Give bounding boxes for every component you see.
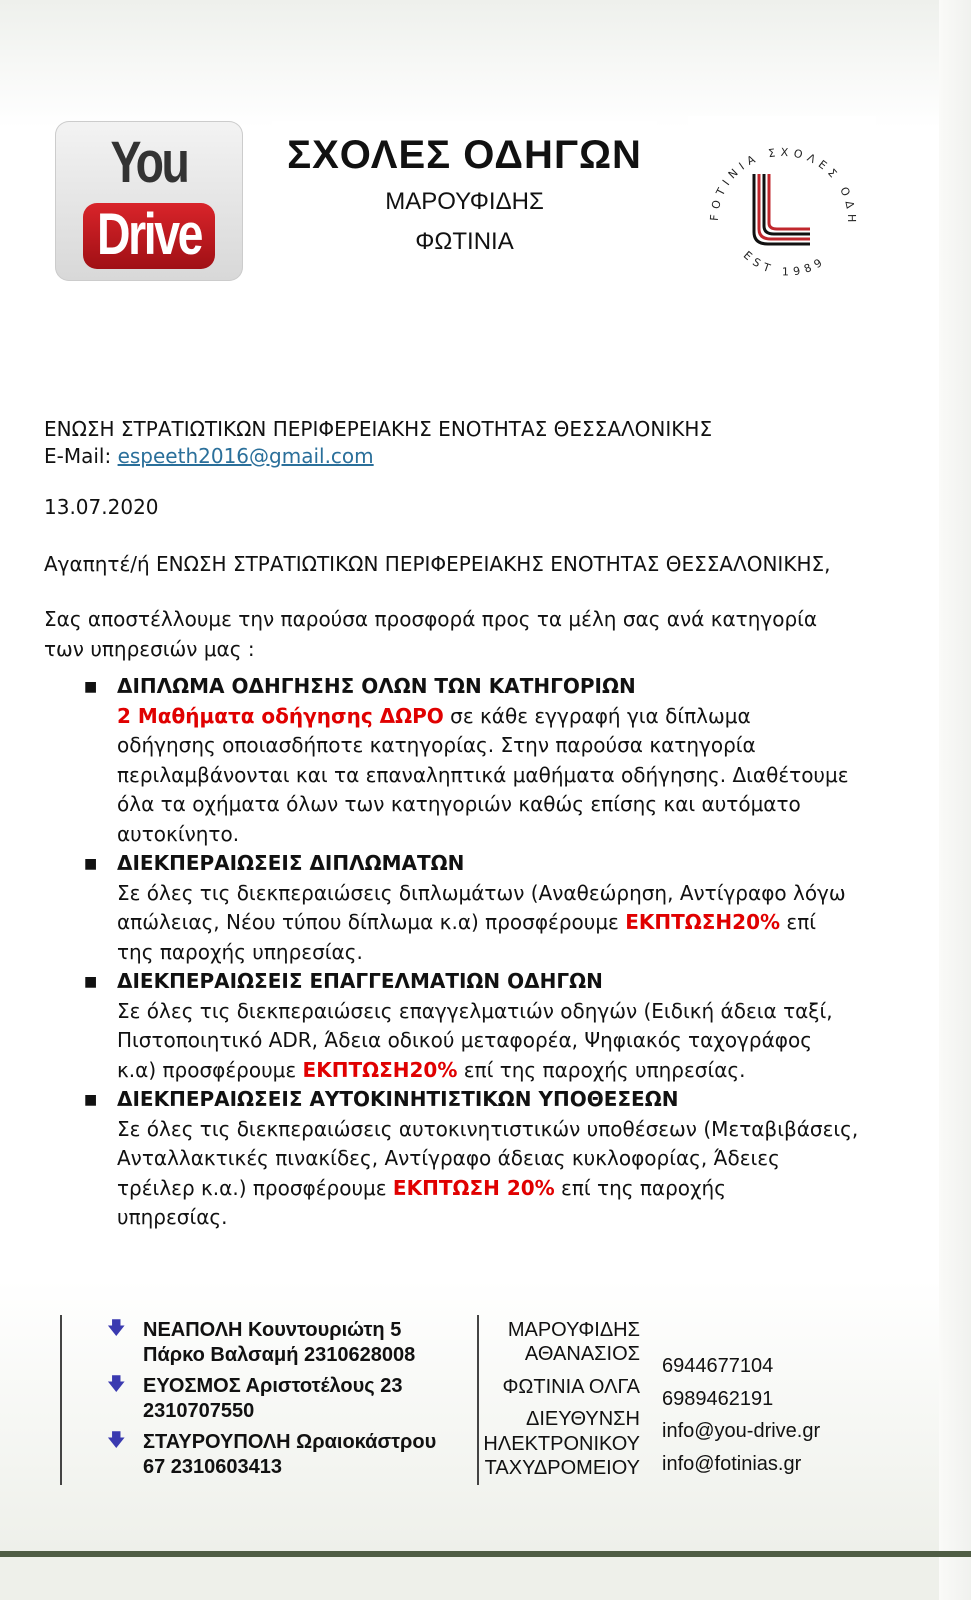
page-edge (939, 0, 971, 1600)
address-line: 2310707550 (143, 1400, 255, 1422)
service-text-line (117, 820, 239, 850)
footer-label: ΤΑΧΥΔΡΟΜΕΙΟΥ (484, 1457, 640, 1479)
service-heading: ΔΙΠΛΩΜΑ ΟΔΗΓΗΣΗΣ ΟΛΩΝ ΤΩΝ ΚΑΤΗΓΟΡΙΩΝ (117, 674, 636, 698)
offer-highlight: ΕΚΠΤΩΣΗ20% (302, 1057, 458, 1082)
text-segment: αυτοκίνητο. (117, 821, 240, 846)
address-line: Πάρκο Βαλσαμή 2310628008 (143, 1344, 416, 1366)
text-segment: επί της παροχής (554, 1175, 726, 1200)
contact-email[interactable]: info@you-drive.gr (662, 1420, 821, 1442)
text-segment: Σε όλες τις διεκπεραιώσεις διπλωμάτων (Αναθεώρηση, Αντίγραφο λόγω (117, 880, 846, 905)
footer-label: ΜΑΡΟΥΦΙΔΗΣ (507, 1319, 640, 1341)
text-segment: Σε όλες τις διεκπεραιώσεις επαγγελματιών οδηγών (Ειδική άδεια ταξί, (117, 998, 833, 1023)
footer-divider-middle (477, 1315, 479, 1485)
subtitle-fotinia: ΦΩΤΙΝΙΑ (415, 228, 514, 255)
arrow-down-icon: 🡇 (107, 1374, 126, 1395)
address-line: ΝΕΑΠΟΛΗ Κουντουριώτη 5 (143, 1319, 402, 1341)
service-text-line (117, 879, 846, 909)
bullet-icon: ■ (84, 856, 98, 872)
svg-text:FOTINIA ΣΧΟΛΕΣ ΟΔΗΓΩΝ: FOTINIA ΣΧΟΛΕΣ ΟΔΗ (707, 145, 859, 228)
arrow-down-icon: 🡇 (107, 1430, 126, 1451)
service-text-line (117, 702, 751, 732)
text-segment: Ανταλλακτικές πινακίδες, Αντίγραφο άδειας κυκλοφορίας, Άδειες (117, 1146, 780, 1170)
logo-drive-badge: Drive (83, 203, 215, 269)
you-drive-logo (55, 121, 243, 281)
offer-highlight: ΕΚΠΤΩΣΗ20% (625, 910, 781, 934)
text-segment: όλα τα οχήματα όλων των κατηγοριών καθώς επίσης και αυτόματο (117, 792, 801, 816)
fotinia-logo (688, 116, 876, 286)
service-heading: ΔΙΕΚΠΕΡΑΙΩΣΕΙΣ ΔΙΠΛΩΜΑΤΩΝ (117, 851, 465, 875)
offer-highlight: 2 Μαθήματα οδήγησης ΔΩΡΟ (117, 703, 444, 728)
text-segment: απώλειας, Νέου τύπου δίπλωμα κ.α) προσφέρουμε (117, 910, 626, 934)
service-text-line (117, 908, 816, 938)
service-text-line (117, 761, 849, 791)
service-text-line (117, 790, 801, 820)
svg-text:EST 1989: EST 1989 (740, 248, 829, 279)
address-line: ΕΥΟΣΜΟΣ Αριστοτέλους 23 (143, 1375, 403, 1397)
bullet-icon: ■ (84, 679, 98, 695)
footer-divider-left (60, 1315, 62, 1485)
footer-label: ΗΛΕΚΤΡΟΝΙΚΟΥ (483, 1433, 640, 1455)
page-title: ΣΧΟΛΕΣ ΟΔΗΓΩΝ (287, 133, 642, 177)
recipient-email-row: E-Mail: espeeth2016@gmail.com (44, 444, 374, 468)
text-segment: υπηρεσίας. (117, 1205, 228, 1229)
phone-number: 6944677104 (662, 1355, 774, 1377)
text-segment: Σε όλες τις διεκπεραιώσεις αυτοκινητιστικών υποθέσεων (Μεταβιβάσεις, (117, 1116, 859, 1141)
text-segment: οδήγησης οποιασδήποτε κατηγορίας. Στην παρούσα κατηγορία (117, 733, 756, 757)
subtitle-marouf: ΜΑΡΟΥΦΙΔΗΣ (385, 188, 544, 215)
service-text-line (117, 1115, 858, 1145)
text-segment: επί της παροχής υπηρεσίας. (457, 1057, 746, 1082)
text-segment: της παροχής υπηρεσίας. (117, 939, 363, 964)
bullet-icon: ■ (84, 974, 98, 990)
address-line: 67 2310603413 (143, 1456, 283, 1478)
bullet-icon: ■ (84, 1092, 98, 1108)
intro-line-1: Σας αποστέλλουμε την παρούσα προσφορά προς τα μέλη σας ανά κατηγορία (44, 607, 818, 631)
text-segment: κ.α) προσφέρουμε (117, 1057, 303, 1082)
footer-label: ΦΩΤΙΝΙΑ ΟΛΓΑ (502, 1376, 640, 1398)
text-segment: επί (780, 910, 817, 934)
arrow-down-icon: 🡇 (107, 1318, 126, 1339)
text-segment: σε κάθε εγγραφή για δίπλωμα (443, 703, 751, 728)
text-segment: Πιστοποιητικό ADR, Άδεια οδικού μεταφορέα, Ψηφιακός ταχογράφος (117, 1028, 812, 1052)
contact-email[interactable]: info@fotinias.gr (662, 1453, 802, 1475)
service-text-line (117, 1026, 812, 1056)
letter-date: 13.07.2020 (44, 495, 159, 519)
footer-label: ΑΘΑΝΑΣΙΟΣ (524, 1343, 640, 1365)
recipient-email-link[interactable]: espeeth2016@gmail.com (117, 444, 374, 468)
offer-highlight: ΕΚΠΤΩΣΗ 20% (392, 1175, 555, 1200)
letterhead-title (272, 121, 657, 281)
footer-bar (0, 1551, 971, 1557)
service-text-line (117, 997, 833, 1027)
text-segment: τρέιλερ κ.α.) προσφέρουμε (117, 1175, 393, 1200)
greeting: Αγαπητέ/ή ΕΝΩΣΗ ΣΤΡΑΤΙΩΤΙΚΩΝ ΠΕΡΙΦΕΡΕΙΑΚΗΣ ΕΝΟΤΗΤΑΣ ΘΕΣΣΑΛΟΝΙΚΗΣ, (44, 552, 831, 576)
service-text-line (117, 1056, 746, 1086)
recipient-name: ΕΝΩΣΗ ΣΤΡΑΤΙΩΤΙΚΩΝ ΠΕΡΙΦΕΡΕΙΑΚΗΣ ΕΝΟΤΗΤΑΣ ΘΕΣΣΑΛΟΝΙΚΗΣ (44, 417, 713, 441)
service-text-line (117, 731, 756, 761)
service-text-line (117, 938, 363, 968)
phone-number: 6989462191 (662, 1388, 774, 1410)
address-line: ΣΤΑΥΡΟΥΠΟΛΗ Ωραιοκάστρου (143, 1431, 437, 1453)
text-segment: περιλαμβάνονται και τα επαναληπτικά μαθήματα οδήγησης. Διαθέτουμε (117, 762, 849, 787)
service-heading: ΔΙΕΚΠΕΡΑΙΩΣΕΙΣ ΑΥΤΟΚΙΝΗΤΙΣΤΙΚΩΝ ΥΠΟΘΕΣΕΩΝ (117, 1087, 679, 1111)
service-text-line (117, 1144, 780, 1174)
footer-label: ΔΙΕΥΘΥΝΣΗ (526, 1408, 640, 1430)
service-text-line (117, 1203, 228, 1233)
intro-line-2: των υπηρεσιών μας : (44, 637, 255, 661)
service-heading: ΔΙΕΚΠΕΡΑΙΩΣΕΙΣ ΕΠΑΓΓΕΛΜΑΤΙΩΝ ΟΔΗΓΩΝ (117, 969, 603, 993)
logo-you-text: You (110, 130, 188, 195)
service-text-line (117, 1174, 726, 1204)
